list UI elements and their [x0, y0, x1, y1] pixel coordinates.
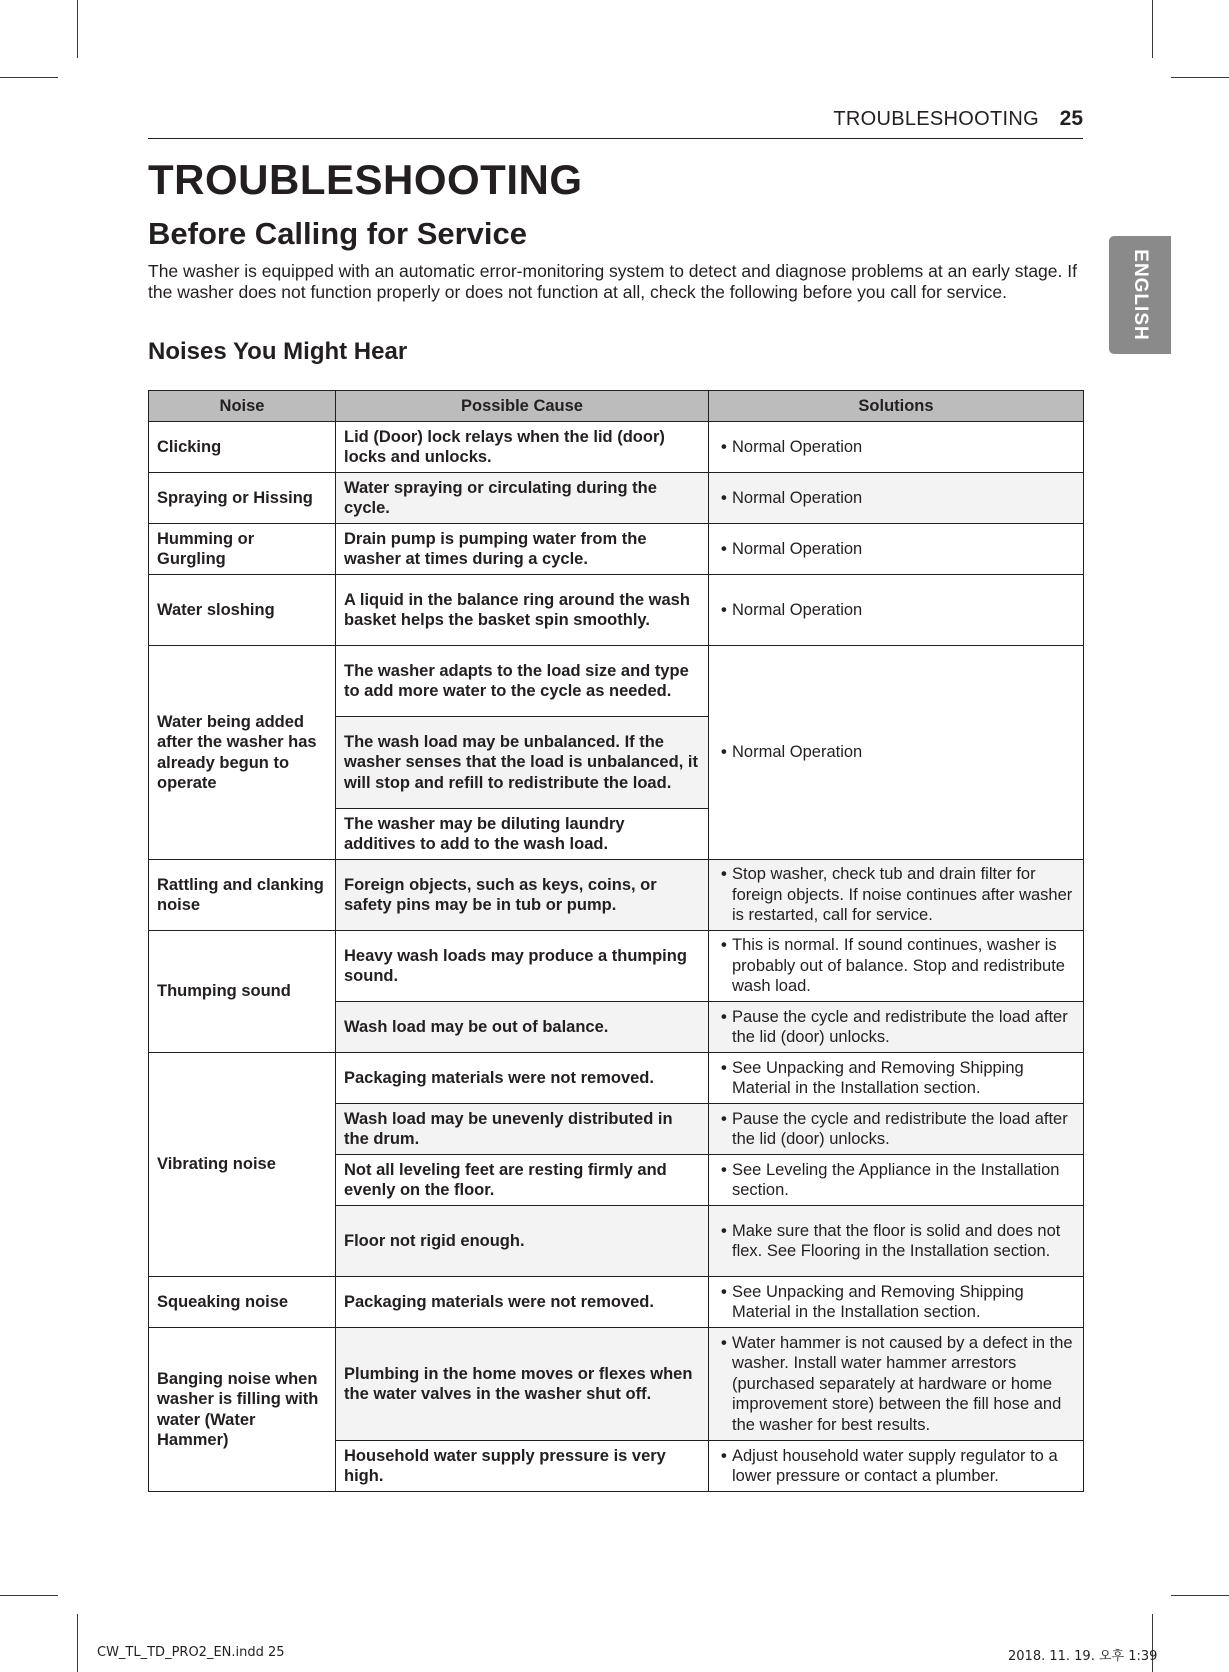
slug-timestamp: 2018. 11. 19. 오후 1:39 [1008, 1649, 1158, 1664]
cause-cell: Water spraying or circulating during the cycle. [336, 473, 709, 524]
solution-text: Normal Operation [732, 488, 863, 507]
solution-text: Pause the cycle and redistribute the load after the lid (door) unlocks. [732, 1007, 1068, 1046]
page-number: 25 [1059, 107, 1083, 130]
table-row [149, 931, 1084, 1002]
noise-cell: Humming or Gurgling [149, 524, 336, 575]
bullet: • [721, 539, 727, 558]
noise-cell: Squeaking noise [149, 1277, 336, 1328]
crop-mark [1171, 1595, 1229, 1596]
bullet: • [721, 1109, 727, 1128]
bullet: • [721, 936, 727, 955]
solution-cell [709, 1053, 1084, 1104]
noise-cell: Spraying or Hissing [149, 473, 336, 524]
intro-paragraph: The washer is equipped with an automatic error-monitoring system to detect and diagnose problems at an early stage. If the washer does not function properly or does not function at all, check the following before you call for service. [148, 261, 1077, 302]
noise-table [148, 390, 1084, 1492]
cause-cell: Drain pump is pumping water from the washer at times during a cycle. [336, 524, 709, 575]
noise-cell: Water being added after the washer has already begun to operate [149, 646, 336, 860]
solution-cell [709, 931, 1084, 1002]
bullet: • [721, 1007, 727, 1026]
column-header-noise: Noise [149, 391, 336, 422]
bullet: • [721, 743, 727, 762]
bullet: • [721, 488, 727, 507]
bullet: • [721, 1058, 727, 1077]
crop-mark [77, 1614, 78, 1672]
noise-cell: Water sloshing [149, 575, 336, 646]
solution-text: Normal Operation [732, 539, 863, 558]
bullet: • [721, 1333, 727, 1352]
solution-text: See Leveling the Appliance in the Installation section. [732, 1160, 1060, 1199]
solution-text: See Unpacking and Removing Shipping Material in the Installation section. [732, 1058, 1024, 1097]
table-row [149, 860, 1084, 931]
solution-text: This is normal. If sound continues, washer is probably out of balance. Stop and redistribute wash load. [732, 936, 1065, 996]
bullet: • [721, 600, 727, 619]
slug-filename: CW_TL_TD_PRO2_EN.indd 25 [97, 1645, 285, 1660]
table-row [149, 575, 1084, 646]
table-row [149, 646, 1084, 717]
noise-cell: Banging noise when washer is filling with water (Water Hammer) [149, 1328, 336, 1492]
crop-mark [77, 0, 78, 58]
cause-cell: The wash load may be unbalanced. If the washer senses that the load is unbalanced, it will stop and refill to redistribute the load. [336, 717, 709, 809]
cause-cell: Plumbing in the home moves or flexes when the water valves in the washer shut off. [336, 1328, 709, 1441]
solution-text: Water hammer is not caused by a defect in the washer. Install water hammer arrestors (purchased separately at hardware or home improvement store) between the fill hose and the washer for best results. [732, 1333, 1073, 1434]
language-tab-label: ENGLISH [1130, 249, 1151, 341]
solution-text: Normal Operation [732, 743, 863, 762]
crop-mark [0, 1595, 58, 1596]
noise-cell: Rattling and clanking noise [149, 860, 336, 931]
solution-cell [709, 1328, 1084, 1441]
cause-cell: Floor not rigid enough. [336, 1206, 709, 1277]
cause-cell: Packaging materials were not removed. [336, 1053, 709, 1104]
cause-cell: Wash load may be unevenly distributed in the drum. [336, 1104, 709, 1155]
solution-text: Make sure that the floor is solid and does not flex. See Flooring in the Installation section. [732, 1221, 1061, 1260]
solution-cell [709, 646, 1084, 860]
cause-cell: Not all leveling feet are resting firmly and evenly on the floor. [336, 1155, 709, 1206]
solution-cell [709, 473, 1084, 524]
column-header-cause: Possible Cause [336, 391, 709, 422]
solution-cell [709, 860, 1084, 931]
table-row [149, 473, 1084, 524]
cause-cell: The washer may be diluting laundry additives to add to the wash load. [336, 809, 709, 860]
solution-cell [709, 1104, 1084, 1155]
noise-cell: Clicking [149, 422, 336, 473]
solution-cell [709, 1002, 1084, 1053]
noise-cell: Thumping sound [149, 931, 336, 1053]
running-header-section: TROUBLESHOOTING [833, 108, 1039, 130]
bullet: • [721, 865, 727, 884]
solution-cell [709, 1277, 1084, 1328]
table-row [149, 524, 1084, 575]
solution-text: Pause the cycle and redistribute the load after the lid (door) unlocks. [732, 1109, 1068, 1148]
cause-cell: Wash load may be out of balance. [336, 1002, 709, 1053]
crop-mark [1171, 77, 1229, 78]
solution-cell [709, 1155, 1084, 1206]
cause-cell: A liquid in the balance ring around the wash basket helps the basket spin smoothly. [336, 575, 709, 646]
solution-cell [709, 1441, 1084, 1492]
solution-cell [709, 1206, 1084, 1277]
crop-mark [1152, 0, 1153, 58]
solution-cell [709, 524, 1084, 575]
solution-text: Stop washer, check tub and drain filter for foreign objects. If noise continues after washer is restarted, call for service. [732, 865, 1073, 925]
cause-cell: Lid (Door) lock relays when the lid (door) locks and unlocks. [336, 422, 709, 473]
page-title: TROUBLESHOOTING [148, 156, 583, 203]
solution-cell [709, 575, 1084, 646]
cause-cell: The washer adapts to the load size and type to add more water to the cycle as needed. [336, 646, 709, 717]
running-header [148, 104, 1083, 139]
table-header-row [149, 391, 1084, 422]
cause-cell: Packaging materials were not removed. [336, 1277, 709, 1328]
table-row [149, 1277, 1084, 1328]
bullet: • [721, 1446, 727, 1465]
language-tab [1109, 236, 1171, 354]
solution-text: Adjust household water supply regulator to a lower pressure or contact a plumber. [732, 1446, 1058, 1485]
cause-cell: Foreign objects, such as keys, coins, or safety pins may be in tub or pump. [336, 860, 709, 931]
solution-cell [709, 422, 1084, 473]
bullet: • [721, 1282, 727, 1301]
section-heading: Noises You Might Hear [148, 338, 408, 365]
column-header-solutions: Solutions [709, 391, 1084, 422]
cause-cell: Household water supply pressure is very high. [336, 1441, 709, 1492]
solution-text: Normal Operation [732, 437, 863, 456]
noise-cell: Vibrating noise [149, 1053, 336, 1277]
bullet: • [721, 1221, 727, 1240]
solution-text: See Unpacking and Removing Shipping Material in the Installation section. [732, 1282, 1024, 1321]
table-row [149, 1328, 1084, 1441]
bullet: • [721, 1160, 727, 1179]
cause-cell: Heavy wash loads may produce a thumping sound. [336, 931, 709, 1002]
table-row [149, 422, 1084, 473]
page-subtitle: Before Calling for Service [148, 216, 528, 251]
bullet: • [721, 437, 727, 456]
table-row [149, 1053, 1084, 1104]
solution-text: Normal Operation [732, 600, 863, 619]
crop-mark [0, 77, 58, 78]
